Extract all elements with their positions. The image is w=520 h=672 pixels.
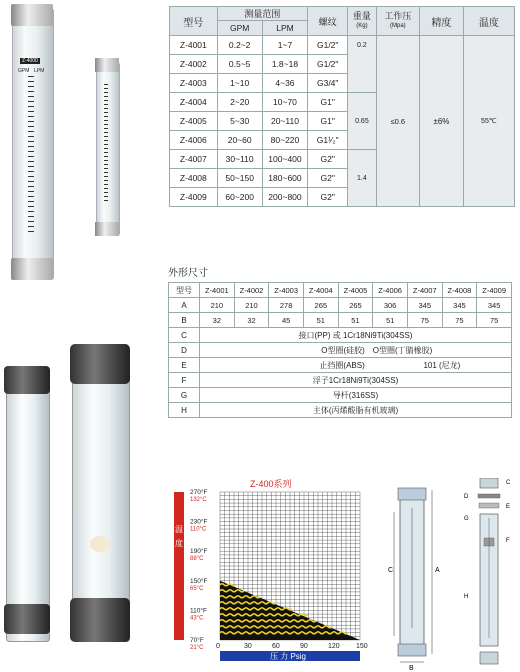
cell-model: Z-4002 — [170, 55, 218, 74]
diagram-label-g: G — [464, 516, 469, 522]
header-pressure: 工作压 (Mpa) — [376, 7, 420, 36]
dims-d-text1: O型圈(硅胶) — [200, 343, 373, 358]
exploded-cap-top — [480, 478, 498, 488]
cell-lpm: 1.8~18 — [262, 55, 307, 74]
cell-pressure: ≤0.6 — [376, 36, 420, 207]
cell-gpm: 5~30 — [217, 112, 262, 131]
cell-thread: G2" — [308, 188, 348, 207]
dims-cell: 345 — [407, 298, 442, 313]
product-photo-bottom — [0, 340, 165, 670]
dims-row-label: E — [169, 358, 200, 373]
cell-thread: G1¹⁄₂" — [308, 131, 348, 150]
dims-cell: 210 — [200, 298, 235, 313]
dims-cell: 51 — [303, 313, 338, 328]
dims-cell: 32 — [200, 313, 235, 328]
dims-cell: 306 — [373, 298, 408, 313]
dims-cell: 345 — [442, 298, 477, 313]
dims-cell: 210 — [234, 298, 269, 313]
cell-lpm: 4~36 — [262, 74, 307, 93]
temp-pressure-chart — [160, 478, 375, 672]
product-photo-top — [0, 0, 165, 282]
cell-gpm: 2~20 — [217, 93, 262, 112]
diagram-label-c-right: C — [506, 480, 511, 486]
dims-row-label: C — [169, 328, 200, 343]
dims-row-label: A — [169, 298, 200, 313]
dims-model: Z-4004 — [303, 283, 338, 298]
header-accuracy: 精度 — [420, 7, 464, 36]
cell-gpm: 30~110 — [217, 150, 262, 169]
dims-row-label: F — [169, 373, 200, 388]
scale-lpm: LPM — [34, 68, 45, 74]
cell-thread: G1" — [308, 112, 348, 131]
y-tick-c: 43°C — [190, 615, 204, 622]
dims-row-label: B — [169, 313, 200, 328]
dims-model: Z-4006 — [373, 283, 408, 298]
cell-gpm: 60~200 — [217, 188, 262, 207]
cell-accuracy: ±6% — [420, 36, 464, 207]
dims-model: Z-4001 — [200, 283, 235, 298]
scale-gpm: GPM — [18, 68, 30, 74]
dims-cell: 51 — [373, 313, 408, 328]
metal-cap-small-bottom — [95, 222, 119, 236]
cell-lpm: 100~400 — [262, 150, 307, 169]
pp-float — [90, 536, 110, 552]
x-tick: 0 — [216, 643, 220, 650]
scale-label: Z-4000 — [22, 58, 38, 64]
dims-model: Z-4005 — [338, 283, 373, 298]
y-tick-f: 230°F — [190, 518, 208, 526]
cell-model: Z-4007 — [170, 150, 218, 169]
dims-cell: 45 — [269, 313, 304, 328]
x-tick: 60 — [272, 643, 280, 650]
dims-cell: 278 — [269, 298, 304, 313]
dims-g-text: 导杆(316SS) — [200, 388, 512, 403]
cell-lpm: 180~600 — [262, 169, 307, 188]
x-tick: 90 — [300, 643, 308, 650]
cell-model: Z-4003 — [170, 74, 218, 93]
cell-lpm: 1~7 — [262, 36, 307, 55]
metal-cap-top — [11, 4, 53, 26]
dims-h-text: 主体(丙烯酸脂有机玻璃) — [200, 403, 512, 418]
dims-cell: 75 — [442, 313, 477, 328]
pp-cap-right-top — [70, 344, 130, 384]
ylabel-char: 度 — [175, 539, 183, 548]
header-range: 测量范围 — [217, 7, 308, 21]
header-gpm: GPM — [217, 21, 262, 36]
cell-thread: G3/4" — [308, 74, 348, 93]
header-temp: 温度 — [463, 7, 514, 36]
header-lpm: LPM — [262, 21, 307, 36]
spec-table — [169, 6, 515, 207]
region-wave — [220, 590, 244, 592]
dims-d-text2: O型圈(丁腈橡胶) — [373, 343, 512, 358]
diagram-label-h: H — [464, 594, 469, 600]
dims-table — [168, 282, 512, 418]
y-tick-f: 110°F — [190, 607, 207, 615]
dims-cell: 75 — [407, 313, 442, 328]
dims-row-label: H — [169, 403, 200, 418]
region-wave — [220, 602, 276, 604]
cell-temp: 55℃ — [463, 36, 514, 207]
dims-model: Z-4009 — [477, 283, 512, 298]
pp-tube-left — [6, 370, 50, 642]
cell-lpm: 200~800 — [262, 188, 307, 207]
diagram-cap-bottom — [398, 644, 426, 656]
cell-model: Z-4005 — [170, 112, 218, 131]
cell-lpm: 80~220 — [262, 131, 307, 150]
cell-model: Z-4004 — [170, 93, 218, 112]
cell-thread: G1" — [308, 93, 348, 112]
metal-cap-small-top — [95, 58, 119, 72]
dimension-diagram — [380, 478, 518, 672]
exploded-oring — [478, 494, 500, 498]
exploded-stop — [479, 503, 499, 508]
cell-gpm: 0.2~2 — [217, 36, 262, 55]
y-tick-c: 21°C — [190, 645, 204, 651]
dims-f-text: 浮子1Cr18Ni9Ti(304SS) — [200, 373, 512, 388]
dims-cell: 345 — [477, 298, 512, 313]
dims-e-text2: 101 (尼龙) — [373, 358, 512, 373]
dims-e-text1: 止挡圈(ABS) — [200, 358, 373, 373]
metal-cap-bottom — [11, 258, 53, 280]
header-model: 型号 — [170, 7, 218, 36]
diagram-label-b: B — [409, 665, 414, 672]
y-tick-f: 270°F — [190, 489, 208, 496]
y-tick-f: 70°F — [190, 637, 204, 644]
y-tick-f: 150°F — [190, 577, 208, 585]
cell-gpm: 1~10 — [217, 74, 262, 93]
y-tick-c: 65°C — [190, 585, 204, 592]
y-tick-c: 110°C — [190, 526, 207, 533]
cell-thread: G2" — [308, 150, 348, 169]
y-tick-c: 88°C — [190, 556, 204, 563]
cell-model: Z-4009 — [170, 188, 218, 207]
y-tick-c: 132°C — [190, 497, 207, 503]
pp-cap-left-top — [4, 366, 50, 394]
dims-model: Z-4003 — [269, 283, 304, 298]
diagram-label-c-left: C — [388, 567, 394, 574]
x-tick: 120 — [328, 643, 340, 650]
diagram-label-e: E — [506, 504, 511, 510]
dims-c-text: 接口(PP) 或 1Cr18Ni9Ti(304SS) — [200, 328, 512, 343]
x-tick: 30 — [244, 643, 252, 650]
pp-cap-right-bottom — [70, 598, 130, 642]
ylabel-char: 温 — [175, 525, 183, 534]
pp-cap-left-bottom — [4, 604, 50, 634]
cell-weight: 0.65 — [348, 93, 376, 150]
header-weight: 重量 (Kg) — [348, 7, 376, 36]
flowmeter-tube-small — [96, 62, 120, 236]
cell-lpm: 10~70 — [262, 93, 307, 112]
dims-row-label: D — [169, 343, 200, 358]
cell-weight: 0.2 — [348, 36, 376, 93]
y-tick-f: 190°F — [190, 548, 208, 556]
dims-cell: 32 — [234, 313, 269, 328]
diagram-label-f: F — [506, 538, 510, 544]
cell-lpm: 20~110 — [262, 112, 307, 131]
dims-cell: 265 — [338, 298, 373, 313]
cell-gpm: 50~150 — [217, 169, 262, 188]
dims-cell: 75 — [477, 313, 512, 328]
dims-header-label: 型号 — [169, 283, 200, 298]
dims-row-label: G — [169, 388, 200, 403]
exploded-cap-bottom — [480, 652, 498, 664]
cell-gpm: 20~60 — [217, 131, 262, 150]
dims-model: Z-4007 — [407, 283, 442, 298]
chart-title: Z-400系列 — [250, 479, 292, 489]
cell-weight: 1.4 — [348, 150, 376, 207]
temperature-bar — [174, 492, 184, 640]
cell-thread: G1/2" — [308, 36, 348, 55]
cell-thread: G2" — [308, 169, 348, 188]
cell-thread: G1/2" — [308, 55, 348, 74]
xlabel: 压 力 Psig — [270, 652, 307, 661]
dims-model: Z-4008 — [442, 283, 477, 298]
diagram-label-d: D — [464, 494, 469, 500]
diagram-cap-top — [398, 488, 426, 500]
header-thread: 螺纹 — [308, 7, 348, 36]
cell-model: Z-4001 — [170, 36, 218, 55]
dims-title: 外形尺寸 — [168, 268, 208, 279]
dims-model: Z-4002 — [234, 283, 269, 298]
cell-model: Z-4008 — [170, 169, 218, 188]
scale-strip-small — [104, 84, 108, 204]
cell-gpm: 0.5~5 — [217, 55, 262, 74]
x-tick: 150 — [356, 643, 368, 650]
dims-cell: 51 — [338, 313, 373, 328]
scale-strip — [28, 76, 34, 236]
cell-model: Z-4006 — [170, 131, 218, 150]
dims-cell: 265 — [303, 298, 338, 313]
diagram-label-a: A — [435, 567, 440, 574]
